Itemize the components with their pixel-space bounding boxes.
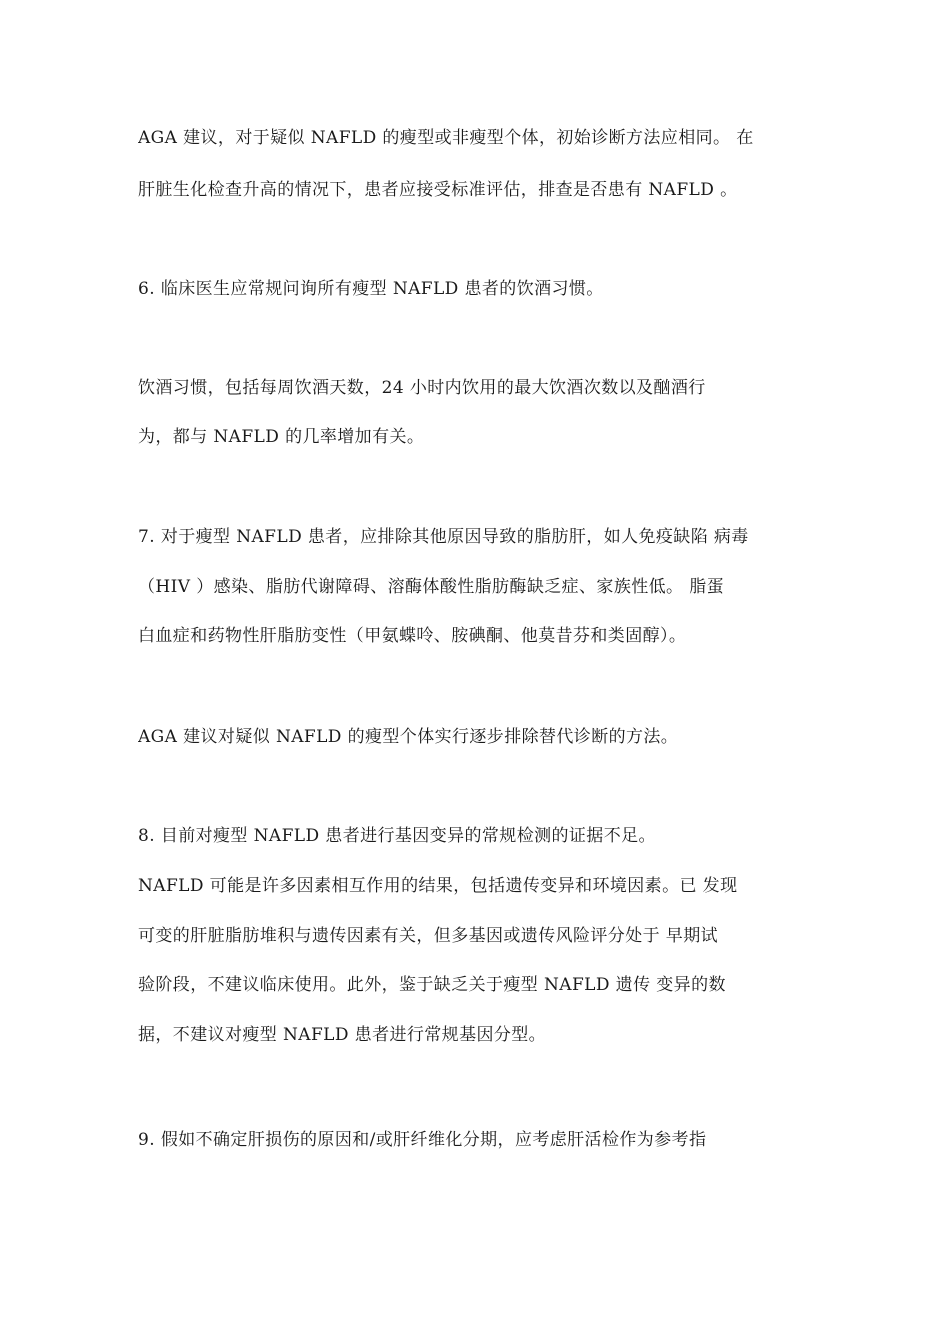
paragraph-line: AGA 建议，对于疑似 NAFLD 的瘦型或非瘦型个体，初始诊断方法应相同。 在 xyxy=(138,128,754,148)
paragraph-line: 据，不建议对瘦型 NAFLD 患者进行常规基因分型。 xyxy=(138,1025,547,1045)
paragraph-line: 验阶段，不建议临床使用。此外，鉴于缺乏关于瘦型 NAFLD 遗传 变异的数 xyxy=(138,975,726,995)
paragraph-line: 饮酒习惯，包括每周饮酒天数，24 小时内饮用的最大饮酒次数以及酗酒行 xyxy=(138,378,706,398)
paragraph-line: 6. 临床医生应常规问询所有瘦型 NAFLD 患者的饮酒习惯。 xyxy=(138,279,604,299)
paragraph-line: 7. 对于瘦型 NAFLD 患者，应排除其他原因导致的脂肪肝，如人免疫缺陷 病毒 xyxy=(138,527,749,547)
paragraph-line: （HIV ）感染、脂肪代谢障碍、溶酶体酸性脂肪酶缺乏症、家族性低。 脂蛋 xyxy=(138,577,725,597)
paragraph-line: NAFLD 可能是许多因素相互作用的结果，包括遗传变异和环境因素。已 发现 xyxy=(138,876,738,896)
paragraph-line: 可变的肝脏脂肪堆积与遗传因素有关，但多基因或遗传风险评分处于 早期试 xyxy=(138,926,719,946)
paragraph-line: 为，都与 NAFLD 的几率增加有关。 xyxy=(138,427,425,447)
paragraph-line: 白血症和药物性肝脂肪变性（甲氨蝶呤、胺碘酮、他莫昔芬和类固醇）。 xyxy=(138,626,687,646)
paragraph-line: 8. 目前对瘦型 NAFLD 患者进行基因变异的常规检测的证据不足。 xyxy=(138,826,656,846)
paragraph-line: 9. 假如不确定肝损伤的原因和/或肝纤维化分期，应考虑肝活检作为参考指 xyxy=(138,1130,707,1150)
paragraph-line: 肝脏生化检查升高的情况下，患者应接受标准评估，排查是否患有 NAFLD 。 xyxy=(138,180,738,200)
paragraph-line: AGA 建议对疑似 NAFLD 的瘦型个体实行逐步排除替代诊断的方法。 xyxy=(138,727,679,747)
